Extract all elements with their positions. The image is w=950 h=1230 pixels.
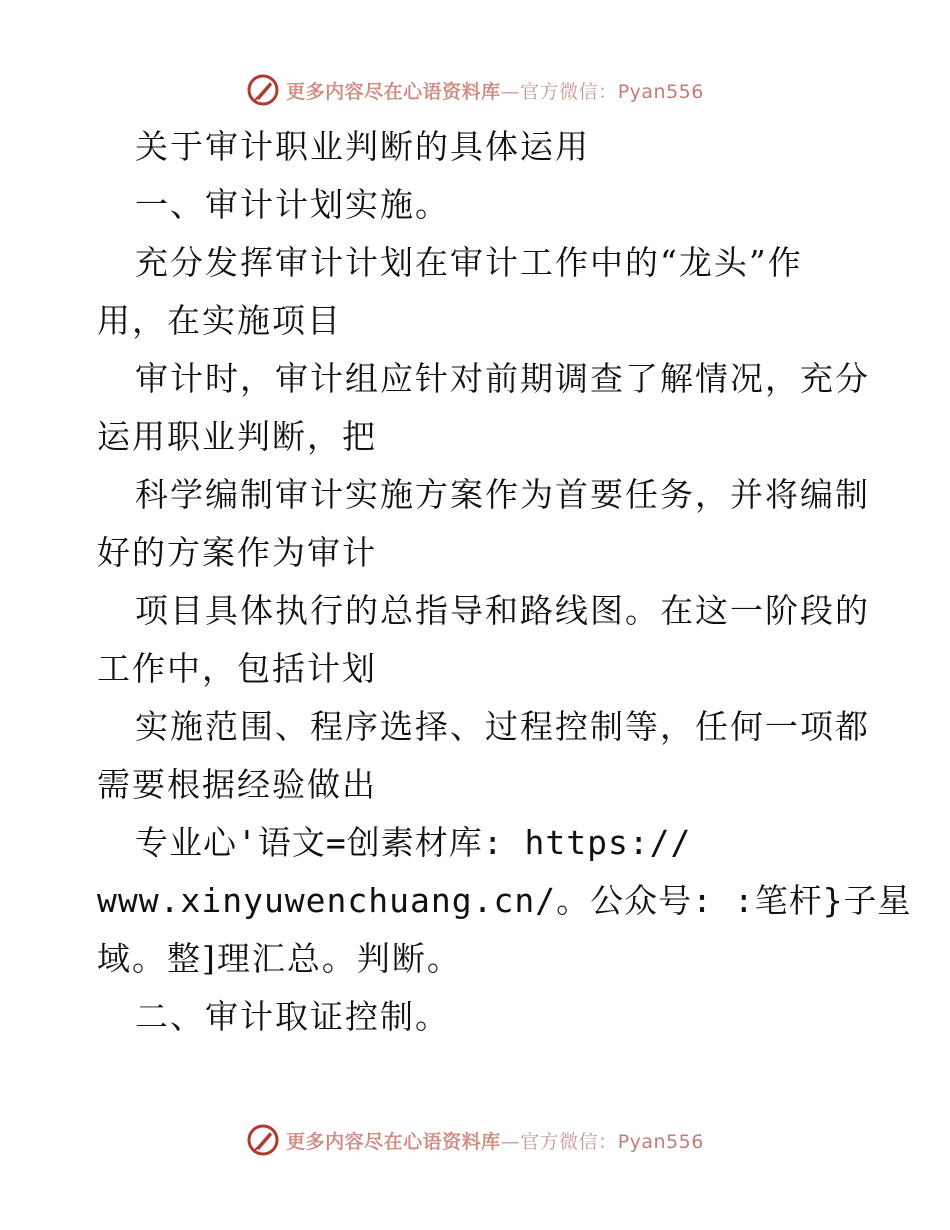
paragraph-line: 用，在实施项目 <box>97 301 342 340</box>
section-heading: 一、审计计划实施。 <box>135 185 450 224</box>
paragraph-line: 充分发挥审计计划在审计工作中的“龙头”作 <box>135 243 803 282</box>
paragraph-line: 工作中，包括计划 <box>97 649 377 688</box>
watermark-inner <box>246 73 704 107</box>
document-body <box>97 118 912 1046</box>
section-heading: 二、审计取证控制。 <box>135 997 450 1036</box>
header-watermark <box>0 70 950 110</box>
paragraph-line: 实施范围、程序选择、过程控制等，任何一项都 <box>135 707 870 746</box>
paragraph-line: 专业心'语文=创素材库: https:// <box>135 823 692 862</box>
paragraph-line: 需要根据经验做出 <box>97 765 377 804</box>
footer-watermark <box>0 1120 950 1160</box>
watermark-main-text: 更多内容尽在心语资料库 <box>286 1130 501 1153</box>
paragraph-line: 运用职业判断，把 <box>97 417 377 456</box>
watermark-text <box>286 1127 704 1154</box>
watermark-wechat-label: 官方微信： <box>520 1130 618 1153</box>
watermark-main-text: 更多内容尽在心语资料库 <box>286 80 501 103</box>
watermark-wechat-id: Pyan556 <box>617 1130 704 1153</box>
watermark-wechat-id: Pyan556 <box>617 80 704 103</box>
watermark-separator: — <box>500 80 521 103</box>
paragraph-line: 项目具体执行的总指导和路线图。在这一阶段的 <box>135 591 870 630</box>
watermark-text <box>286 77 704 104</box>
document-title: 关于审计职业判断的具体运用 <box>135 127 590 166</box>
paragraph-line: 科学编制审计实施方案作为首要任务，并将编制 <box>135 475 870 514</box>
paragraph-line: 好的方案作为审计 <box>97 533 377 572</box>
feather-pen-logo-icon <box>246 73 280 107</box>
paragraph-line: www.xinyuwenchuang.cn/。公众号: :笔杆}子星 <box>97 881 912 920</box>
watermark-wechat-label: 官方微信： <box>520 80 618 103</box>
feather-pen-logo-icon <box>246 1123 280 1157</box>
watermark-inner <box>246 1123 704 1157</box>
paragraph-line: 域。整]理汇总。判断。 <box>97 939 462 978</box>
paragraph-line: 审计时，审计组应针对前期调查了解情况，充分 <box>135 359 870 398</box>
watermark-separator: — <box>500 1130 521 1153</box>
